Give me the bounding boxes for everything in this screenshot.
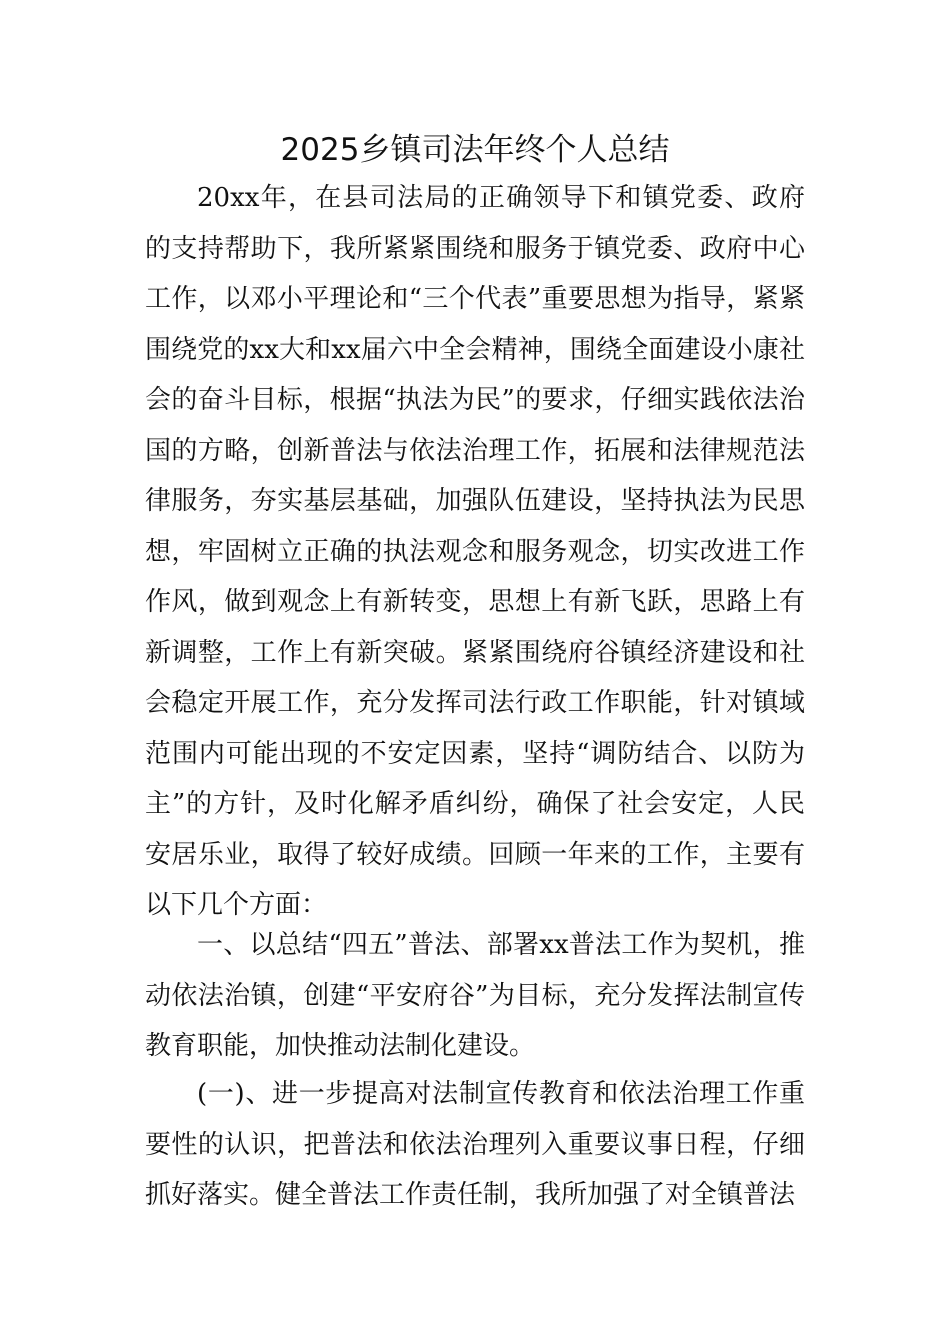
document-title: 2025乡镇司法年终个人总结 xyxy=(280,132,670,168)
paragraph-section-one: 一、以总结“四五”普法、部署xx普法工作为契机，推动依法治镇，创建“平安府谷”为目标，充分发挥法制宣传教育职能，加快推动法制化建设。 xyxy=(145,930,805,1061)
paragraph-intro: 20xx年，在县司法局的正确领导下和镇党委、政府的支持帮助下，我所紧紧围绕和服务于镇党委、政府中心工作，以邓小平理论和“三个代表”重要思想为指导，紧紧围绕党的xx大和xx届六中全会精神，围绕全面建设小康社会的奋斗目标，根据“执法为民”的要求，仔细实践依法治国的方略，创新普法与依法治理工作，拓展和法律规范法律服务，夯实基层基础，加强队伍建设，坚持执法为民思想，牢固树立正确的执法观念和服务观念，切实改进工作作风，做到观念上有新转变，思想上有新飞跃，思路上有新调整，工作上有新突破。紧紧围绕府谷镇经济建设和社会稳定开展工作，充分发挥司法行政工作职能，针对镇域范围内可能出现的不安定因素，坚持“调防结合、以防为主”的方针，及时化解矛盾纠纷，确保了社会安定，人民安居乐业，取得了较好成绩。回顾一年来的工作，主要有以下几个方面： xyxy=(145,183,805,920)
paragraph-subsection-one: (一)、进一步提高对法制宣传教育和依法治理工作重要性的认识，把普法和依法治理列入重要议事日程，仔细抓好落实。健全普法工作责任制，我所加强了对全镇普法 xyxy=(145,1079,805,1210)
